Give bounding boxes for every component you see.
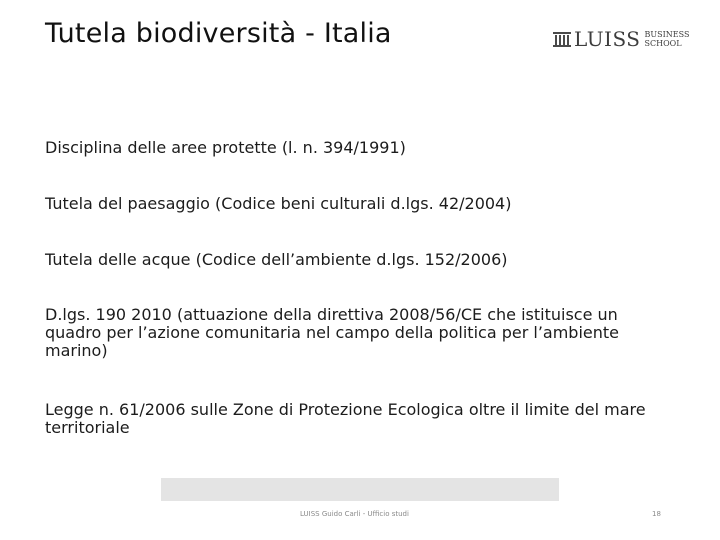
- columns-emblem-icon: [553, 30, 571, 48]
- slide-title: Tutela biodiversità - Italia: [45, 18, 392, 49]
- footer-text: LUISS Guido Carli - Ufficio studi: [300, 510, 409, 518]
- footer-bar: [161, 478, 559, 501]
- luiss-logo: [553, 27, 690, 51]
- bullet-item: Tutela del paesaggio (Codice beni culturali d.lgs. 42/2004): [45, 194, 512, 213]
- logo-subtitle-line2: SCHOOL: [644, 39, 682, 48]
- logo-subtitle-line1: BUSINESS: [644, 30, 690, 39]
- bullet-item: Disciplina delle aree protette (l. n. 394/1991): [45, 138, 406, 157]
- logo-wordmark: LUISS: [574, 27, 641, 51]
- bullet-item: Legge n. 61/2006 sulle Zone di Protezione Ecologica oltre il limite del mare territoriale: [45, 400, 646, 437]
- bullet-item: Tutela delle acque (Codice dell’ambiente d.lgs. 152/2006): [45, 250, 508, 269]
- logo-subtitle: [645, 30, 690, 48]
- page-number: 18: [652, 510, 661, 518]
- bullet-item: D.lgs. 190 2010 (attuazione della direttiva 2008/56/CE che istituisce un quadro per l’azione comunitaria nel campo della politica per l’ambiente marino): [45, 305, 619, 360]
